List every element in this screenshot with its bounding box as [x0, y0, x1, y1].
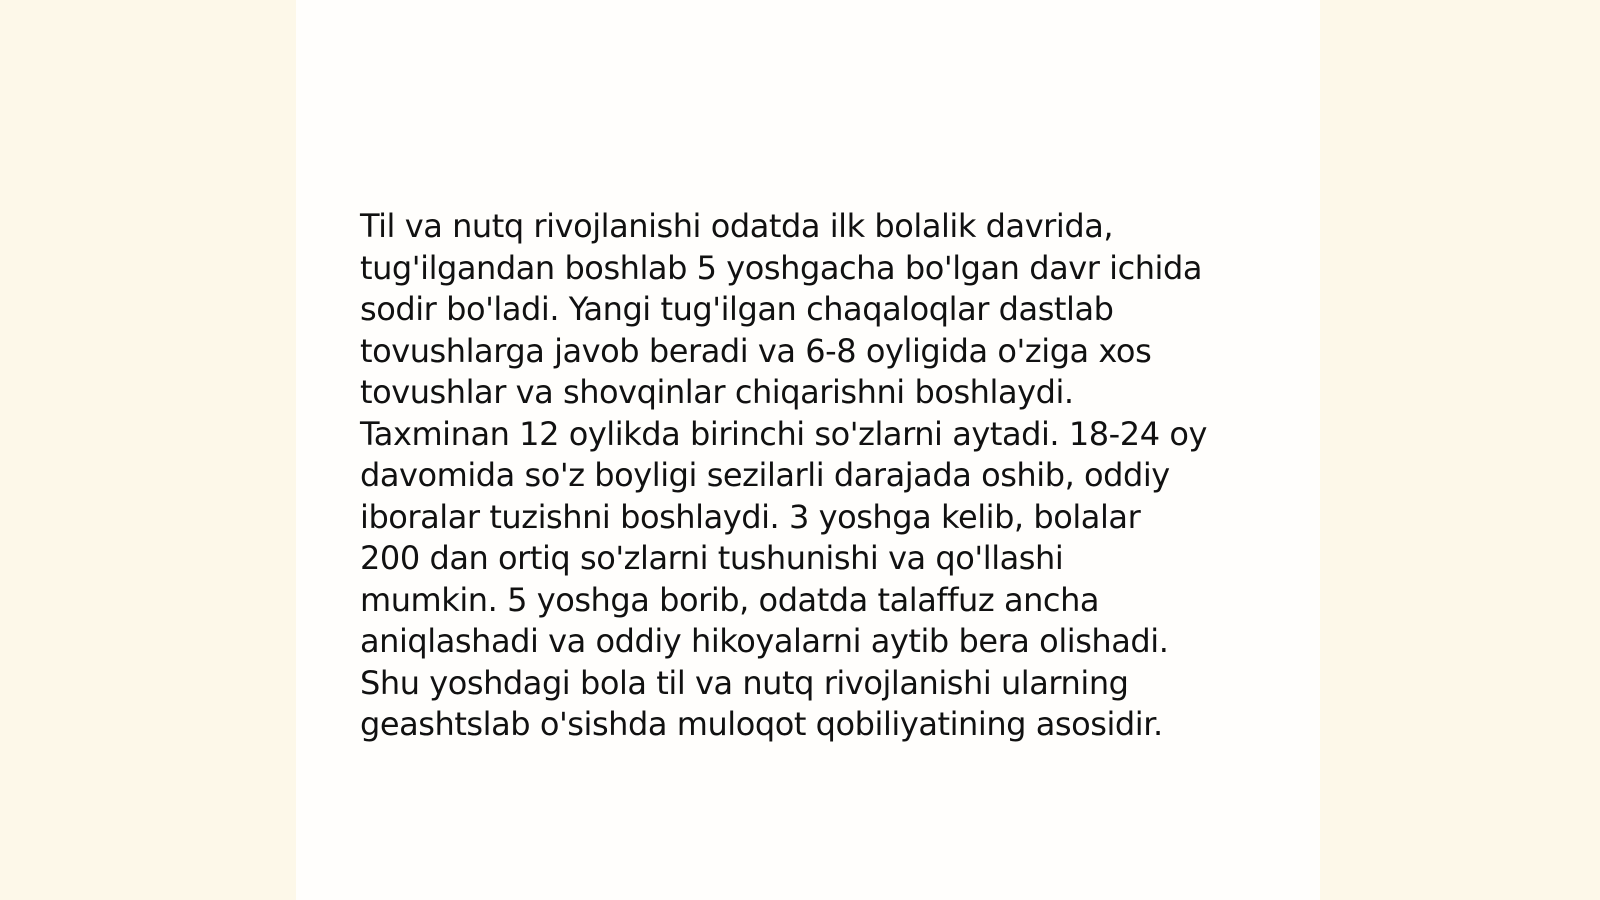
paragraph-line: sodir bo'ladi. Yangi tug'ilgan chaqaloqlar dastlab	[360, 290, 1114, 328]
paragraph-line: Taxminan 12 oylikda birinchi so'zlarni aytadi. 18-24 oy	[360, 414, 1207, 453]
paragraph-line: tovushlar va shovqinlar chiqarishni boshlaydi.	[360, 373, 1074, 411]
paragraph-line: mumkin. 5 yoshga borib, odatda talaffuz ancha	[360, 580, 1100, 619]
paragraph-line: tovushlarga javob beradi va 6-8 oyligida o'ziga xos	[360, 331, 1152, 370]
document-page	[296, 0, 1320, 900]
paragraph-line: tug'ilgandan boshlab 5 yoshgacha bo'lgan davr ichida	[360, 248, 1203, 287]
paragraph-line: Til va nutq rivojlanishi odatda ilk bolalik davrida,	[360, 207, 1114, 245]
paragraph-line: Shu yoshdagi bola til va nutq rivojlanishi ularning	[360, 663, 1129, 702]
paragraph-line: aniqlashadi va oddiy hikoyalarni aytib bera olishadi.	[360, 622, 1169, 660]
paragraph-line: iboralar tuzishni boshlaydi. 3 yoshga kelib, bolalar	[360, 497, 1141, 536]
paragraph-line: 200 dan ortiq so'zlarni tushunishi va qo'llashi	[360, 539, 1064, 577]
body-paragraph	[360, 206, 1260, 746]
paragraph-line: geashtslab o'sishda muloqot qobiliyatining asosidir.	[360, 705, 1163, 743]
paragraph-line: davomida so'z boyligi sezilarli darajada oshib, oddiy	[360, 456, 1170, 494]
